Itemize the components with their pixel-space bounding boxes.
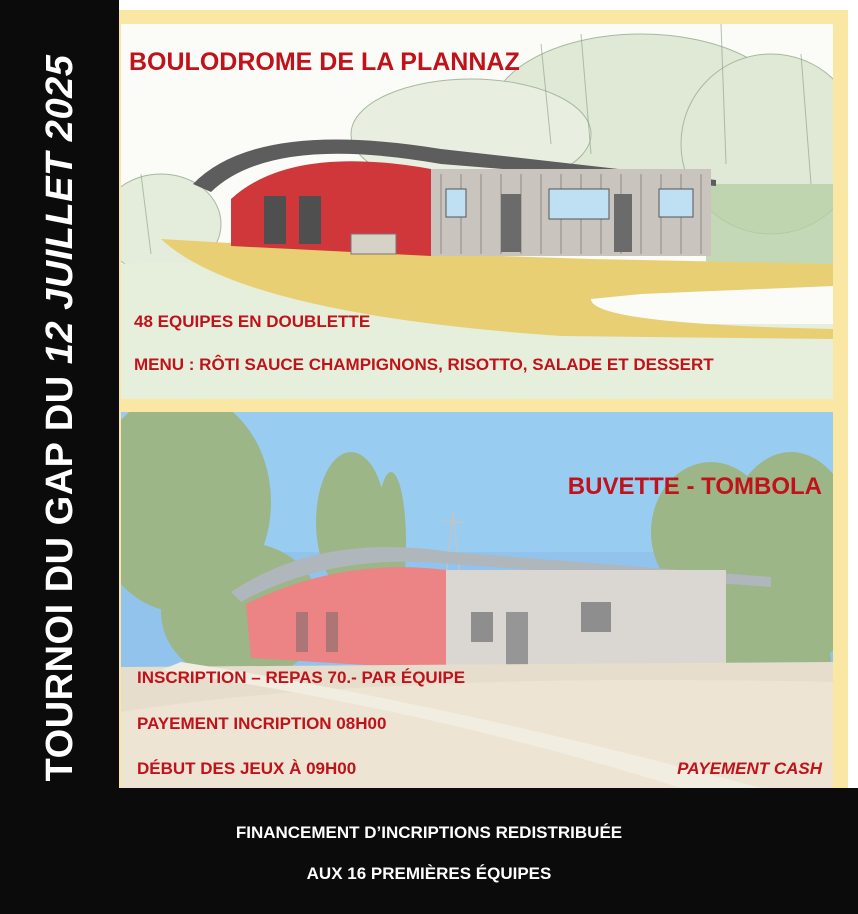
tournament-date: 12 JUILLET 2025	[38, 54, 81, 365]
footer-line-1: FINANCEMENT D’INCRIPTIONS REDISTRIBUÉE	[235, 823, 623, 842]
venue-title: BOULODROME DE LA PLANNAZ	[129, 48, 520, 76]
tournament-title	[20, 38, 100, 798]
footer-line-2: AUX 16 PREMIÈRES ÉQUIPES	[306, 864, 552, 883]
payment-method-info: PAYEMENT CASH	[677, 759, 822, 778]
sketch-panel	[121, 24, 833, 399]
boulodrome-sketch-illustration	[121, 24, 833, 399]
payment-time-info: PAYEMENT INCRIPTION 08H00	[137, 714, 387, 733]
tournament-title-prefix: TOURNOI DU GAP DU	[38, 364, 81, 782]
footer-band	[0, 788, 858, 914]
buvette-tombola-title: BUVETTE - TOMBOLA	[567, 473, 822, 500]
start-time-info: DÉBUT DES JEUX À 09H00	[137, 759, 357, 778]
menu-info: MENU : RÔTI SAUCE CHAMPIGNONS, RISOTTO, SALADE ET DESSERT	[134, 355, 714, 374]
registration-info: INSCRIPTION – REPAS 70.- PAR ÉQUIPE	[137, 668, 466, 687]
teams-info: 48 EQUIPES EN DOUBLETTE	[134, 312, 371, 331]
